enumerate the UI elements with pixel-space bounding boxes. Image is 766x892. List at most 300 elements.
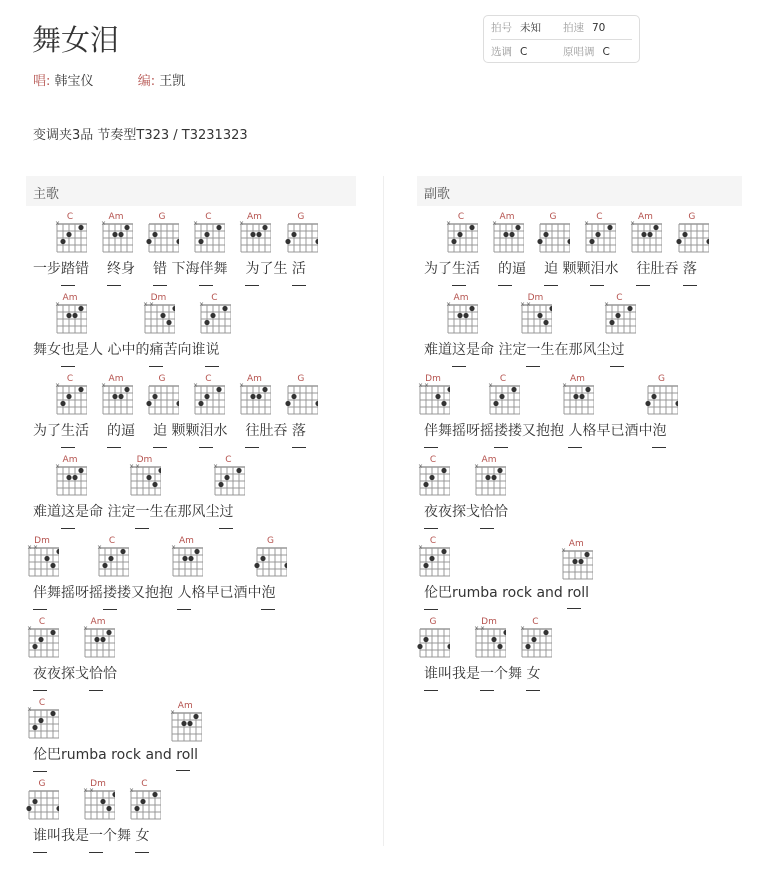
lyric-segment	[33, 258, 61, 278]
capo-rhythm-note: 变调夹3品 节奏型T323 / T3231323	[33, 128, 248, 143]
chord-name: G	[297, 374, 305, 384]
finger-dot	[499, 394, 504, 399]
mute-mark: ×	[604, 301, 610, 308]
chord-name: C	[499, 374, 507, 384]
lyric-segment	[97, 536, 178, 602]
chord-anchor-text: 伦	[424, 582, 438, 602]
chord-anchor-text: 人	[177, 582, 191, 602]
chord-diagram-c	[518, 625, 552, 659]
mute-mark: ×	[193, 220, 199, 227]
chord[interactable]	[211, 455, 245, 499]
chord-name: Dm	[481, 617, 497, 627]
chord-name: Dm	[527, 293, 544, 303]
chord[interactable]	[81, 617, 115, 661]
lyric-text: 是人 心中的	[75, 342, 150, 358]
lyric-text: 巴rumba rock and	[47, 747, 177, 763]
lyric-line	[417, 449, 742, 530]
mute-mark: ×	[55, 382, 61, 389]
chord[interactable]	[472, 455, 506, 499]
lyric-segment	[170, 701, 222, 763]
chord-diagram-am	[237, 220, 271, 254]
chord-anchor-text: 夜	[33, 663, 47, 683]
chord[interactable]	[416, 455, 450, 499]
chord-name: G	[297, 212, 305, 222]
chord-diagram-am	[99, 220, 133, 254]
lyric-text: 舞	[213, 261, 232, 277]
chord[interactable]	[53, 455, 87, 499]
finger-dot	[38, 637, 43, 642]
chord[interactable]	[127, 779, 161, 823]
finger-dot	[176, 239, 179, 244]
finger-dot	[78, 387, 83, 392]
chord-diagram-c	[602, 301, 636, 335]
mute-mark: ×	[584, 220, 590, 227]
finger-dot	[423, 563, 428, 568]
finger-dot	[648, 232, 653, 237]
finger-dot	[183, 556, 188, 561]
finger-dot	[100, 637, 105, 642]
chord[interactable]	[536, 212, 570, 256]
lyric-text: 一步	[33, 261, 61, 277]
finger-dot	[153, 792, 158, 797]
singer-label: 唱:	[33, 74, 51, 89]
lyric-segment	[424, 339, 452, 359]
lyric-segment	[33, 779, 89, 845]
chord[interactable]	[168, 701, 202, 745]
chord-name: Dm	[136, 455, 153, 465]
chord-anchor-text: 一	[526, 339, 540, 359]
lyric-line	[26, 530, 356, 611]
lyric-line	[417, 530, 742, 611]
chord[interactable]	[444, 293, 478, 337]
chord[interactable]	[486, 374, 520, 418]
finger-dot	[106, 806, 111, 811]
chord[interactable]	[25, 698, 59, 742]
song-title: 舞女泪	[32, 23, 120, 57]
lyric-segment	[83, 617, 135, 683]
lyric-text: 活	[466, 261, 485, 277]
mute-mark: ×	[129, 463, 135, 470]
finger-dot	[50, 711, 55, 716]
chord[interactable]	[237, 212, 271, 256]
chord-anchor-text: 踏	[61, 258, 75, 278]
chord[interactable]	[582, 212, 616, 256]
finger-dot	[682, 232, 687, 237]
lyric-text: 搂又抱抱	[117, 585, 178, 601]
lyric-text: 个舞	[494, 666, 527, 682]
mute-mark: ×	[27, 706, 33, 713]
chord[interactable]	[560, 374, 594, 418]
chord-name: C	[66, 374, 74, 384]
chord-name: C	[616, 293, 623, 303]
chord-anchor-text: 伴	[199, 258, 213, 278]
finger-dot	[26, 806, 31, 811]
finger-dot	[106, 630, 111, 635]
mute-mark: ×	[520, 625, 526, 632]
mute-mark: ×	[480, 625, 486, 632]
finger-dot	[176, 401, 179, 406]
mute-mark: ×	[55, 463, 61, 470]
chord-name: C	[205, 374, 212, 384]
finger-dot	[263, 225, 268, 230]
chord-diagram-am	[81, 625, 115, 659]
chord-diagram-g	[253, 544, 287, 578]
finger-dot	[78, 468, 83, 473]
chord-diagram-am	[472, 463, 506, 497]
finger-dot	[251, 394, 256, 399]
lyric-segment	[27, 617, 89, 683]
chord[interactable]	[284, 374, 318, 418]
finger-dot	[676, 239, 681, 244]
lyric-segment	[474, 617, 527, 683]
lyric-segment	[153, 212, 200, 278]
finger-dot	[146, 401, 151, 406]
chord[interactable]	[141, 293, 175, 337]
chord[interactable]	[472, 617, 506, 661]
chord-name: Am	[108, 212, 124, 222]
finger-dot	[544, 320, 549, 325]
finger-dot	[263, 387, 268, 392]
lyric-text: 恰	[103, 666, 117, 682]
chord[interactable]	[518, 293, 552, 337]
lyric-segment	[492, 212, 544, 278]
mute-mark: ×	[83, 787, 89, 794]
chord[interactable]	[25, 536, 59, 580]
chord-diagram-c	[582, 220, 616, 254]
lyric-text: 是命 注定	[75, 504, 136, 520]
chord-diagram-g	[145, 220, 179, 254]
tempo-value: 70	[592, 22, 606, 34]
chord[interactable]	[145, 212, 179, 256]
section-header: 主歌	[26, 176, 356, 206]
chord-diagram-am	[53, 463, 87, 497]
chord-name: G	[549, 212, 557, 222]
chord-diagram-c	[416, 463, 450, 497]
chord-name: C	[108, 536, 116, 546]
chord[interactable]	[99, 374, 133, 418]
lyric-line	[417, 611, 742, 692]
chord-anchor-text: 往	[245, 420, 259, 440]
lyric-text: 为了	[33, 423, 61, 439]
lyric-text: 苦向谁	[163, 342, 206, 358]
chord[interactable]	[644, 374, 678, 418]
lyric-line	[26, 287, 356, 368]
mute-mark: ×	[418, 382, 424, 389]
lyric-segment	[488, 374, 569, 440]
chord-anchor-text: 错	[153, 258, 167, 278]
chord-name: Am	[177, 701, 193, 711]
lyric-text: 夜探戈	[438, 504, 480, 520]
chord-name: Dm	[150, 293, 167, 303]
chord-name: C	[205, 212, 212, 222]
chord-name: C	[141, 779, 148, 789]
lyric-text: 夜探戈	[47, 666, 89, 682]
finger-dot	[285, 401, 290, 406]
finger-dot	[38, 718, 43, 723]
finger-dot	[457, 313, 462, 318]
finger-dot	[189, 556, 194, 561]
chord-name: Am	[499, 212, 515, 222]
chord[interactable]	[253, 536, 287, 580]
chord-anchor-text: 泪	[590, 258, 604, 278]
mute-mark: ×	[520, 301, 526, 308]
chord-diagram-c	[127, 787, 161, 821]
mute-mark: ×	[171, 544, 177, 551]
finger-dot	[550, 306, 553, 311]
chord[interactable]	[237, 374, 271, 418]
finger-dot	[441, 468, 446, 473]
finger-dot	[429, 556, 434, 561]
finger-dot	[526, 644, 531, 649]
finger-dot	[491, 637, 496, 642]
chord-anchor-text: 恰	[89, 663, 103, 683]
chord-name: C	[429, 536, 437, 546]
chord[interactable]	[416, 617, 450, 661]
finger-dot	[543, 232, 548, 237]
finger-dot	[447, 387, 450, 392]
lyric-text: 格早已酒中	[582, 423, 653, 439]
chord[interactable]	[53, 212, 87, 256]
finger-dot	[56, 806, 59, 811]
chord-anchor-text: 落	[683, 258, 697, 278]
lyric-text: 颗颗	[558, 261, 591, 277]
finger-dot	[469, 306, 474, 311]
finger-dot	[78, 225, 83, 230]
chord-name: Am	[90, 617, 106, 627]
original-key-value: C	[602, 45, 610, 58]
finger-dot	[173, 306, 176, 311]
chord[interactable]	[518, 617, 552, 661]
chord-name: G	[38, 779, 46, 789]
chord-diagram-dm	[127, 463, 161, 497]
arranger-label: 编:	[137, 74, 156, 89]
chord-diagram-am	[53, 301, 87, 335]
chord[interactable]	[191, 212, 225, 256]
singer-name[interactable]: 韩宝仪	[54, 74, 94, 89]
chord-anchor-text: 的	[498, 258, 512, 278]
mute-mark: ×	[446, 220, 452, 227]
lyric-segment	[291, 374, 338, 440]
finger-dot	[503, 232, 508, 237]
mute-mark: ×	[129, 787, 135, 794]
finger-dot	[567, 239, 570, 244]
chord-anchor-text: 终	[107, 258, 121, 278]
lyric-segment	[520, 617, 572, 683]
finger-dot	[291, 394, 296, 399]
lyric-text: 活	[75, 423, 94, 439]
chord-name: Am	[178, 536, 194, 546]
finger-dot	[32, 644, 37, 649]
lyric-segment	[55, 212, 107, 278]
chord-anchor-text: 一	[135, 501, 149, 521]
chord-name: C	[211, 293, 218, 303]
lyric-text: 下海	[167, 261, 200, 277]
song-info-box	[483, 15, 640, 63]
lyric-text: ll	[190, 747, 199, 763]
lyric-segment	[27, 698, 177, 764]
finger-dot	[441, 401, 446, 406]
original-key-label: 原唱调	[563, 45, 595, 58]
chord-diagram-dm	[416, 382, 450, 416]
chord-anchor-text: 女	[526, 663, 540, 683]
finger-dot	[32, 725, 37, 730]
mute-mark: ×	[488, 382, 494, 389]
chord-name: Am	[246, 374, 262, 384]
chord-name: G	[657, 374, 665, 384]
lyric-segment	[652, 374, 698, 440]
lyric-segment	[239, 374, 292, 440]
lyric-segment	[682, 212, 729, 278]
chord[interactable]	[416, 536, 450, 580]
chord-diagram-c	[191, 220, 225, 254]
chord-name: Am	[568, 539, 584, 549]
chord[interactable]	[559, 539, 593, 583]
finger-dot	[32, 799, 37, 804]
chord[interactable]	[95, 536, 129, 580]
finger-dot	[66, 394, 71, 399]
finger-dot	[147, 475, 152, 480]
lyric-text: 格早已酒中	[191, 585, 262, 601]
finger-dot	[141, 799, 146, 804]
chord-diagram-am	[560, 382, 594, 416]
chord-anchor-text: 生	[61, 420, 75, 440]
chord[interactable]	[444, 212, 478, 256]
finger-dot	[124, 225, 129, 230]
finger-dot	[182, 721, 187, 726]
chord[interactable]	[99, 212, 133, 256]
finger-dot	[596, 232, 601, 237]
chord[interactable]	[197, 293, 231, 337]
finger-dot	[100, 799, 105, 804]
lyric-segment	[193, 374, 245, 440]
chord-name: C	[38, 698, 46, 708]
arranger-name[interactable]: 王凯	[159, 74, 186, 89]
lyric-text: 个舞	[103, 828, 136, 844]
lyric-text: 是命 注定	[466, 342, 527, 358]
column-divider	[383, 176, 384, 846]
chord-anchor-text: 活	[292, 258, 306, 278]
lyric-text: 肚吞	[650, 261, 683, 277]
finger-dot	[676, 401, 679, 406]
finger-dot	[135, 806, 140, 811]
finger-dot	[205, 232, 210, 237]
chord-anchor-text: 过	[610, 339, 624, 359]
finger-dot	[118, 232, 123, 237]
chord-anchor-text: 一	[89, 825, 103, 845]
chord[interactable]	[53, 293, 87, 337]
chord-name: C	[429, 455, 437, 465]
chord-anchor-text: 这	[452, 339, 466, 359]
lyric-segment	[474, 455, 526, 521]
finger-dot	[616, 313, 621, 318]
mute-mark: ×	[239, 220, 245, 227]
finger-dot	[199, 401, 204, 406]
finger-dot	[102, 563, 107, 568]
mute-mark: ×	[492, 220, 498, 227]
chord[interactable]	[416, 374, 450, 418]
chord-anchor-text: 泡	[652, 420, 666, 440]
mute-mark: ×	[27, 544, 33, 551]
finger-dot	[652, 394, 657, 399]
chord-diagram-c	[444, 220, 478, 254]
lyric-text: 搂又抱抱	[508, 423, 569, 439]
lyric-text: 生在那风尘	[149, 504, 220, 520]
chord-anchor-text: 伴	[424, 420, 438, 440]
lyric-text: 错	[75, 261, 94, 277]
chord[interactable]	[169, 536, 203, 580]
chord[interactable]	[490, 212, 524, 256]
mute-mark: ×	[135, 463, 141, 470]
chord-name: G	[158, 374, 166, 384]
finger-dot	[537, 239, 542, 244]
finger-dot	[153, 482, 158, 487]
lyric-segment	[561, 539, 613, 601]
finger-dot	[497, 468, 502, 473]
finger-dot	[112, 792, 115, 797]
chord[interactable]	[145, 374, 179, 418]
lyric-segment	[33, 339, 61, 359]
mute-mark: ×	[33, 544, 39, 551]
chord[interactable]	[81, 779, 115, 823]
chord[interactable]	[675, 212, 709, 256]
lyric-segment	[129, 455, 220, 521]
lyric-segment	[418, 455, 480, 521]
chord-diagram-am	[168, 709, 202, 743]
lyric-segment	[153, 374, 200, 440]
chord-anchor-text: 痛	[149, 339, 163, 359]
finger-dot	[211, 313, 216, 318]
lyric-segment	[143, 293, 206, 359]
section-chorus	[417, 176, 742, 692]
lyric-line	[26, 368, 356, 449]
chord[interactable]	[25, 779, 59, 823]
chord-diagram-am	[99, 382, 133, 416]
chord-diagram-c	[25, 706, 59, 740]
finger-dot	[223, 306, 228, 311]
finger-dot	[493, 401, 498, 406]
chord[interactable]	[127, 455, 161, 499]
finger-dot	[112, 394, 117, 399]
chord-diagram-c	[211, 463, 245, 497]
chord[interactable]	[53, 374, 87, 418]
lyric-segment	[424, 258, 452, 278]
finger-dot	[50, 630, 55, 635]
mute-mark: ×	[193, 382, 199, 389]
finger-dot	[255, 563, 260, 568]
chord[interactable]	[602, 293, 636, 337]
lyric-text: 为了	[424, 261, 452, 277]
finger-dot	[429, 475, 434, 480]
chord-anchor-text: 女	[135, 825, 149, 845]
mute-mark: ×	[199, 301, 205, 308]
chord-anchor-text: 这	[61, 501, 75, 521]
section-header: 副歌	[417, 176, 742, 206]
chord[interactable]	[284, 212, 318, 256]
chord[interactable]	[191, 374, 225, 418]
finger-dot	[544, 630, 549, 635]
lyric-segment	[562, 374, 653, 440]
lyric-text: 叫我是	[438, 666, 480, 682]
finger-dot	[642, 232, 647, 237]
chord[interactable]	[25, 617, 59, 661]
finger-dot	[423, 482, 428, 487]
finger-dot	[509, 232, 514, 237]
chord[interactable]	[628, 212, 662, 256]
chord-name: Dm	[90, 779, 106, 789]
chord-diagram-c	[53, 220, 87, 254]
lyric-text: 身	[121, 261, 140, 277]
lyric-segment	[424, 617, 480, 683]
